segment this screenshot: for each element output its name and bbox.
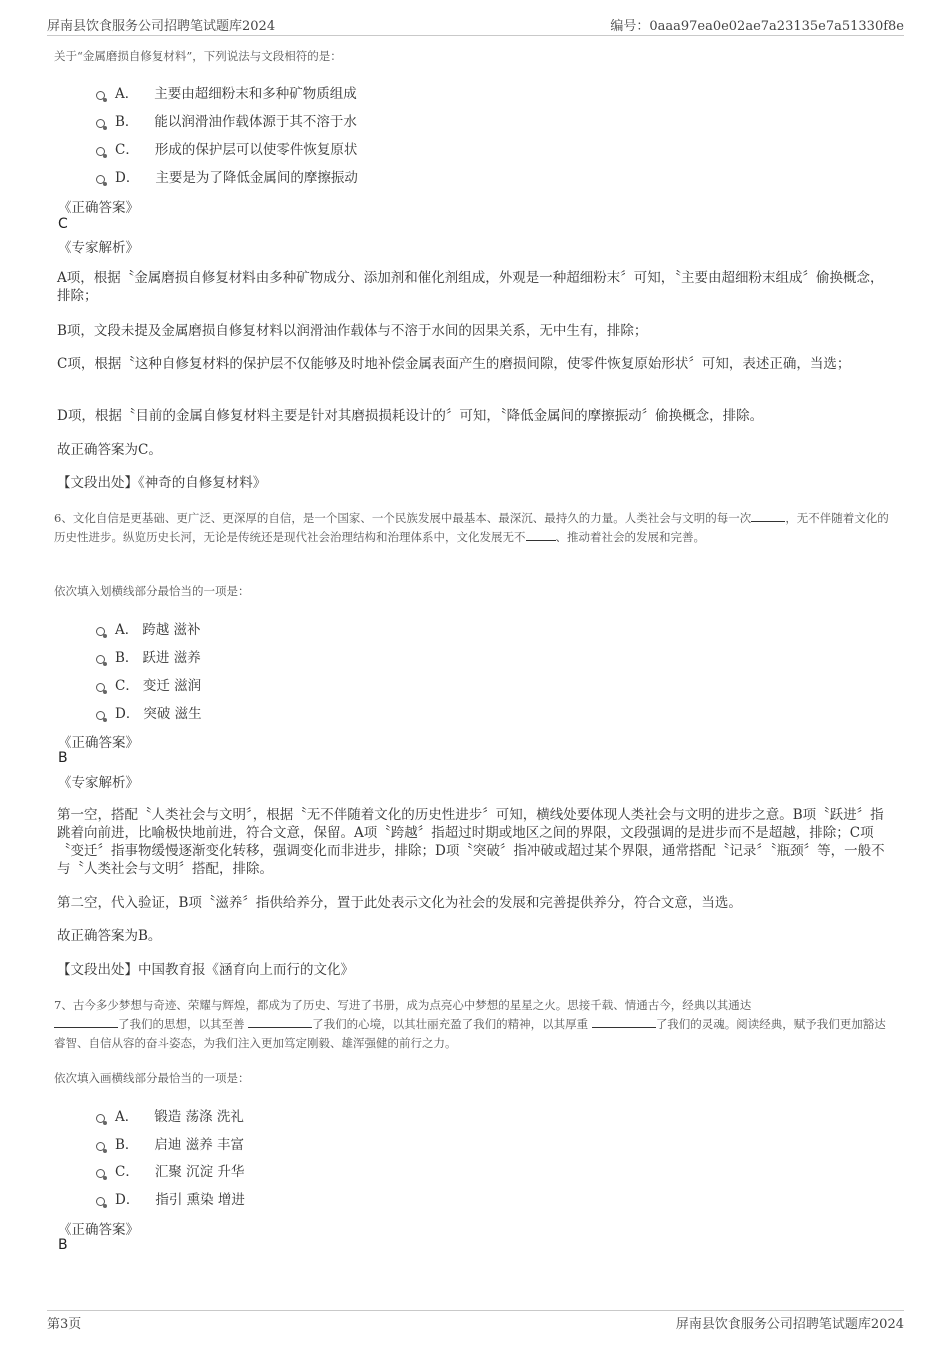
option-text: 汇聚 沉淀 升华 — [154, 1164, 245, 1180]
q6-prompt: 依次填入划横线部分最恰当的一项是： — [54, 584, 250, 598]
q6-stem: 6、文化自信是更基础、更广泛、更深厚的自信，是一个国家、一个民族发展中最基本、最深沉、最持久的力量。人类社会与文明的每一次 ，无不伴随着文化的历史性进步。纵览历史长河，无论是传统还是现代社会治理结构和治理体系中，文化发展无不 、推动着社会的发展和完善。 — [54, 511, 889, 544]
q7-stem: 7、古今多少梦想与奇迹、荣耀与辉煌，都成为了历史、写进了书册，成为点亮心中梦想的星星之火。思接千载、情通古今，经典以其通达 了我们的思想，以其至善 了我们的心境，以其壮丽充盈了我们的精神，以其厚重 了我们的灵魂。阅读经典，赋予我们更加豁达睿智、自信从容的奋斗姿态，为我们注入更加笃定刚毅、雄浑强健的前行之力。 — [54, 998, 886, 1050]
q6-source: 【文段出处】中国教育报《涵育向上而行的文化》 — [57, 962, 354, 978]
radio-icon[interactable] — [96, 655, 105, 664]
q6-option-c[interactable]: C． 变迁 滋润 — [96, 674, 201, 694]
fill-blank — [526, 528, 556, 541]
page-number: 第3页 — [47, 1317, 82, 1332]
fill-blank — [592, 1015, 656, 1028]
option-text: 主要是为了降低金属间的摩擦振动 — [155, 170, 358, 186]
q7-option-d[interactable]: D． 指引 熏染 增进 — [96, 1188, 245, 1208]
option-text: 变迁 滋润 — [142, 678, 202, 694]
q5-prompt: 关于“金属磨损自修复材料”，下列说法与文段相符的是： — [54, 49, 342, 63]
q6-option-b[interactable]: B． 跃进 滋养 — [96, 646, 201, 666]
q6-option-d[interactable]: D． 突破 滋生 — [96, 702, 202, 722]
radio-icon[interactable] — [96, 1197, 105, 1206]
radio-icon[interactable] — [96, 147, 105, 156]
header-title: 屏南县饮食服务公司招聘笔试题库2024 — [47, 19, 276, 34]
radio-icon[interactable] — [96, 711, 105, 720]
q6-option-a[interactable]: A． 跨越 滋补 — [96, 618, 201, 638]
q6-analysis-label: 《专家解析》 — [58, 775, 139, 791]
q7-option-a[interactable]: A． 锻造 荡涤 洗礼 — [96, 1105, 244, 1125]
q6-conclusion: 故正确答案为B。 — [57, 928, 162, 944]
radio-icon[interactable] — [96, 91, 105, 100]
header-divider — [47, 35, 904, 36]
option-text: 跃进 滋养 — [142, 650, 201, 666]
fill-blank — [751, 509, 777, 522]
radio-icon[interactable] — [96, 1114, 105, 1123]
q5-answer: C — [58, 216, 68, 232]
q6-analysis-first-blank: 第一空，搭配〝人类社会与文明〞，根据〝无不伴随着文化的历史性进步〞可知，横线处要体现人类社会与文明的进步之意。B项〝跃进〞指跳着向前进，比喻极快地前进，符合文意，保留。A项〝跨越〞指超过时期或地区之间的界限，文段强调的是进步而不是超越，排除；C项〝变迁〞指事物缓慢逐渐变化转移，强调变化而非进步，排除；D项〝突破〞指冲破或超过某个界限，通常搭配〝记录〞〝瓶颈〞等，一般不与〝人类社会与文明〞搭配，排除。 — [57, 807, 885, 877]
option-text: 主要由超细粉末和多种矿物质组成 — [154, 86, 357, 102]
option-text: 能以润滑油作载体源于其不溶于水 — [154, 114, 357, 130]
fill-blank — [54, 1015, 118, 1028]
q6-answer-label: 《正确答案》 — [58, 735, 139, 751]
q5-answer-label: 《正确答案》 — [58, 200, 139, 216]
q5-analysis-a: A项，根据〝金属磨损自修复材料由多种矿物成分、添加剂和催化剂组成，外观是一种超细粉末〞可知，〝主要由超细粉末组成〞偷换概念，排除； — [57, 270, 884, 304]
footer-divider — [47, 1310, 904, 1311]
option-text: 形成的保护层可以使零件恢复原状 — [154, 142, 358, 158]
radio-icon[interactable] — [96, 119, 105, 128]
option-text: 突破 滋生 — [143, 706, 202, 722]
option-text: 锻造 荡涤 洗礼 — [154, 1109, 244, 1125]
q7-answer: B — [58, 1237, 68, 1253]
document-code: 编号：0aaa97ea0e02ae7a23135e7a51330f8e — [610, 19, 904, 34]
radio-icon[interactable] — [96, 175, 105, 184]
radio-icon[interactable] — [96, 683, 105, 692]
q5-conclusion: 故正确答案为C。 — [57, 442, 162, 458]
q6-analysis-second-blank: 第二空，代入验证，B项〝滋养〞指供给养分，置于此处表示文化为社会的发展和完善提供养分，符合文意，当选。 — [57, 895, 742, 911]
q7-option-b[interactable]: B． 启迪 滋养 丰富 — [96, 1133, 244, 1153]
option-text: 指引 熏染 增进 — [155, 1192, 245, 1208]
q5-analysis-label: 《专家解析》 — [58, 240, 139, 256]
q6-answer: B — [58, 750, 68, 766]
option-text: 跨越 滋补 — [142, 622, 201, 638]
q5-option-d[interactable]: D． 主要是为了降低金属间的摩擦振动 — [96, 166, 358, 186]
radio-icon[interactable] — [96, 1169, 105, 1178]
radio-icon[interactable] — [96, 1142, 105, 1151]
footer-title: 屏南县饮食服务公司招聘笔试题库2024 — [675, 1317, 904, 1332]
option-text: 启迪 滋养 丰富 — [154, 1137, 245, 1153]
q5-option-b[interactable]: B． 能以润滑油作载体源于其不溶于水 — [96, 110, 357, 130]
q5-analysis-b: B项，文段未提及金属磨损自修复材料以润滑油作载体与不溶于水间的因果关系，无中生有，排除； — [57, 323, 648, 339]
q5-source: 【文段出处】《神奇的自修复材料》 — [57, 475, 267, 491]
q5-analysis-c: C项，根据〝这种自修复材料的保护层不仅能够及时地补偿金属表面产生的磨损间隙，使零件恢复原始形状〞可知，表述正确，当选； — [57, 356, 851, 372]
q7-prompt: 依次填入画横线部分最恰当的一项是： — [54, 1071, 250, 1085]
q7-answer-label: 《正确答案》 — [58, 1222, 139, 1238]
q5-option-a[interactable]: A． 主要由超细粉末和多种矿物质组成 — [96, 82, 357, 102]
fill-blank — [248, 1015, 312, 1028]
radio-icon[interactable] — [96, 627, 105, 636]
q5-analysis-d: D项，根据〝目前的金属自修复材料主要是针对其磨损损耗设计的〞可知，〝降低金属间的摩擦振动〞偷换概念，排除。 — [57, 408, 764, 424]
q7-option-c[interactable]: C． 汇聚 沉淀 升华 — [96, 1160, 244, 1180]
q5-option-c[interactable]: C． 形成的保护层可以使零件恢复原状 — [96, 138, 357, 158]
